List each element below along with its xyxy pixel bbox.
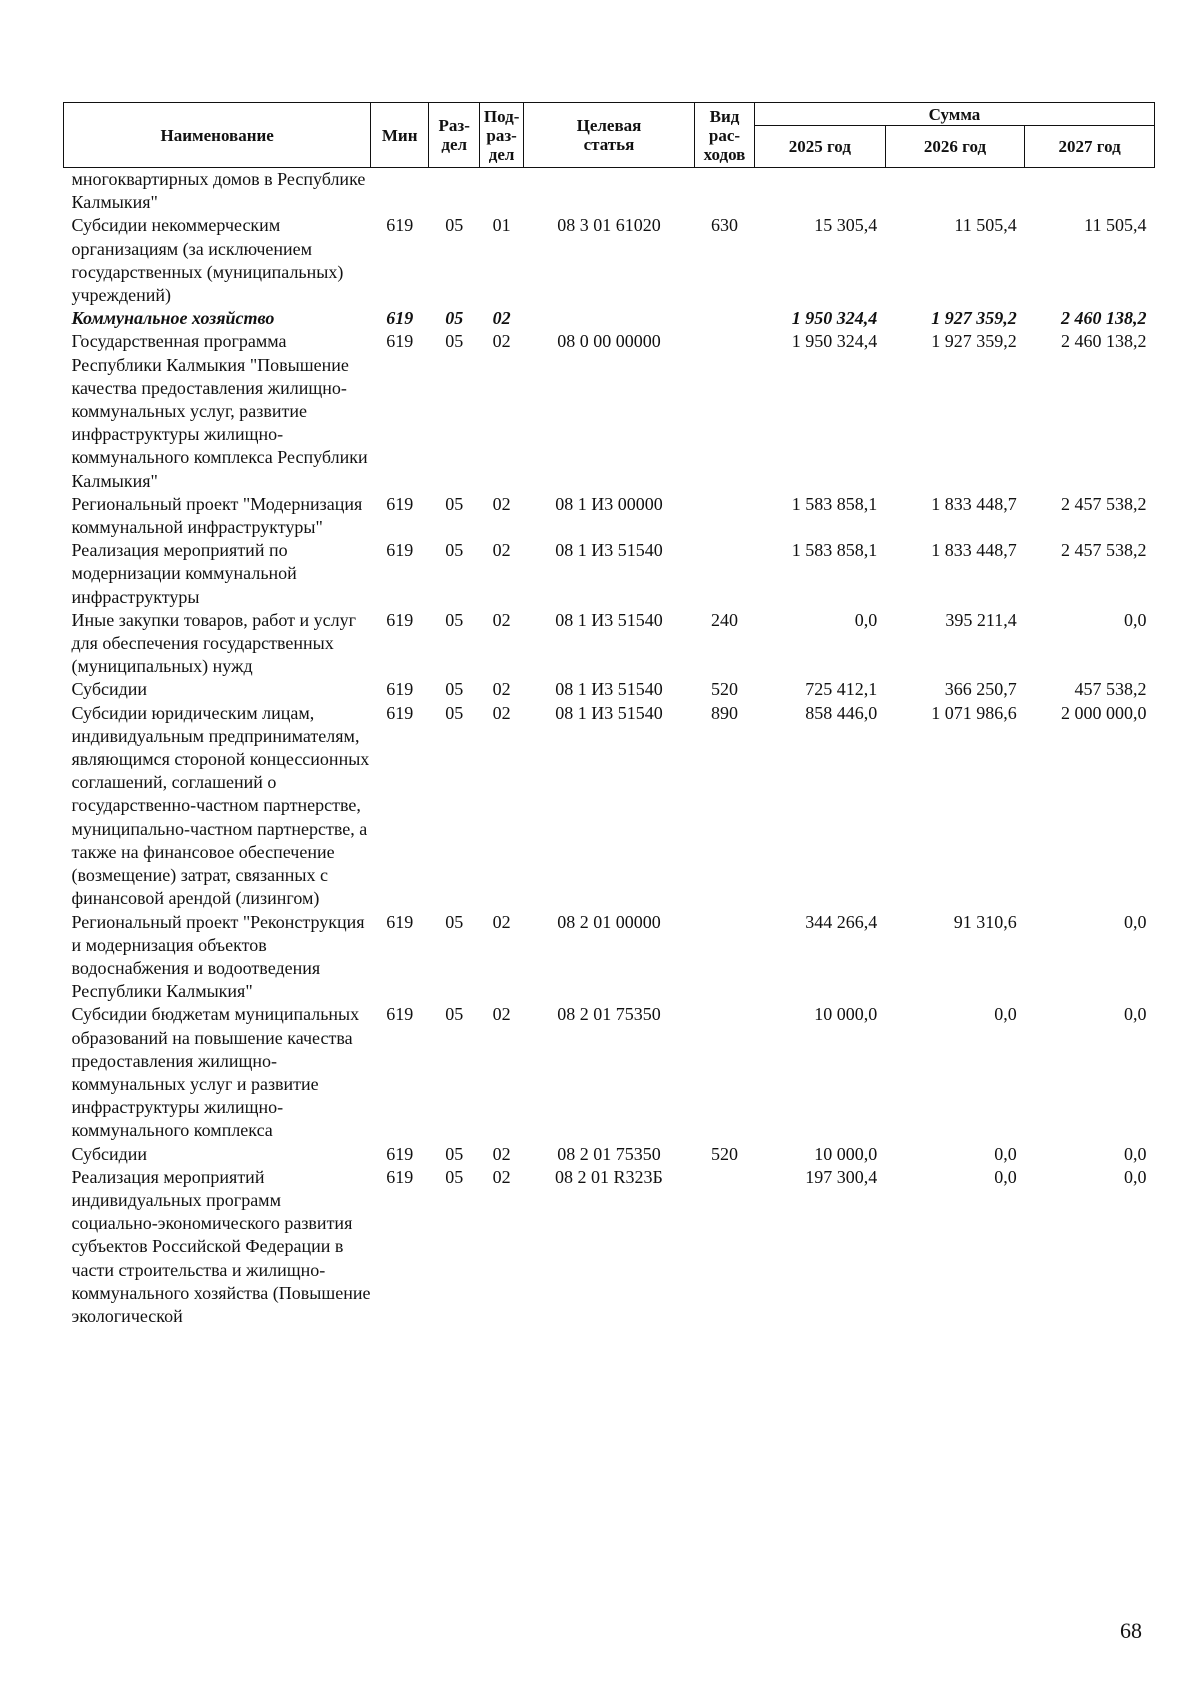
- row-sum-2027: 2 460 138,2: [1061, 331, 1147, 352]
- row-sum-2025: 858 446,0: [805, 702, 878, 723]
- row-sum-2027: 0,0: [1124, 911, 1147, 932]
- row-min: [371, 168, 429, 215]
- row-expense-type: [695, 1003, 755, 1142]
- header-target-article: Целевая статья: [523, 103, 694, 168]
- row-podrazdel: 01: [492, 215, 511, 236]
- row-expense-type: [695, 330, 755, 492]
- row-sum-2027: 2 000 000,0: [1061, 702, 1147, 723]
- row-min: 619: [386, 679, 414, 700]
- header-min: Мин: [371, 103, 429, 168]
- row-min: 619: [386, 215, 414, 236]
- row-sum-2027: [1025, 168, 1155, 215]
- row-min: 619: [386, 1166, 414, 1187]
- page-number: 68: [1120, 1618, 1142, 1643]
- row-name: Субсидии некоммерческим организациям (за исключением государственных (муниципальных) учреждений): [71, 215, 344, 306]
- budget-table: [63, 102, 1155, 1328]
- row-target-article: 08 1 И3 51540: [555, 679, 663, 700]
- row-sum-2026: 11 505,4: [954, 215, 1017, 236]
- row-podrazdel: 02: [492, 308, 511, 329]
- row-expense-type: 520: [710, 1143, 738, 1164]
- row-expense-type: 240: [710, 609, 738, 630]
- row-expense-type: 890: [710, 702, 738, 723]
- row-min: 619: [386, 1143, 414, 1164]
- table-row: [64, 1166, 1155, 1328]
- row-name: Субсидии юридическим лицам, индивидуальным предпринимателям, являющимся стороной концессионных соглашений, соглашений о государственно-частном партнерстве, муниципально-частном партнерстве, а также на финансовое обеспечение (возмещение) затрат, связанных с финансовой арендой (лизингом): [71, 702, 370, 909]
- row-sum-2026: 0,0: [994, 1143, 1017, 1164]
- row-target-article: 08 1 И3 51540: [555, 702, 663, 723]
- row-podrazdel: 02: [492, 679, 511, 700]
- row-sum-2025: 0,0: [854, 609, 878, 630]
- row-podrazdel: 02: [492, 493, 511, 514]
- row-sum-2026: 1 833 448,7: [931, 540, 1017, 561]
- row-sum-2025: 10 000,0: [814, 1004, 878, 1025]
- table-row: [64, 307, 1155, 330]
- row-razdel: 05: [445, 540, 464, 561]
- row-sum-2025: 344 266,4: [805, 911, 878, 932]
- row-name: Коммунальное хозяйство: [71, 308, 275, 329]
- row-name: Региональный проект "Реконструкция и модернизация объектов водоснабжения и водоотведения Республики Калмыкия": [71, 911, 365, 1002]
- row-sum-2027: 0,0: [1124, 1004, 1147, 1025]
- row-expense-type: [695, 493, 755, 539]
- row-sum-2027: 2 460 138,2: [1061, 308, 1147, 329]
- table-row: [64, 493, 1155, 539]
- row-podrazdel: 02: [492, 540, 511, 561]
- row-sum-2025: [754, 168, 885, 215]
- header-year-2025: 2025 год: [754, 126, 885, 168]
- row-expense-type: 520: [710, 679, 738, 700]
- row-min: 619: [386, 702, 414, 723]
- row-podrazdel: 02: [492, 911, 511, 932]
- row-name: Реализация мероприятий индивидуальных программ социально-экономического развития субъектов Российской Федерации в части строительства и жилищно-коммунального хозяйства (Повышение экологической: [71, 1166, 371, 1326]
- row-sum-2027: 2 457 538,2: [1061, 493, 1147, 514]
- row-podrazdel: 02: [492, 1143, 511, 1164]
- row-target-article: 08 2 01 75350: [557, 1004, 661, 1025]
- row-min: 619: [386, 911, 414, 932]
- row-sum-2026: 1 071 986,6: [931, 702, 1017, 723]
- row-name: Субсидии бюджетам муниципальных образований на повышение качества предоставления жилищно-коммунальных услуг и развитие инфраструктуры жилищно-коммунального комплекса: [71, 1004, 360, 1141]
- row-target-article: 08 0 00 00000: [557, 331, 661, 352]
- table-row: [64, 330, 1155, 492]
- row-min: 619: [386, 308, 414, 329]
- header-razdel: Раз- дел: [429, 103, 480, 168]
- row-razdel: 05: [445, 493, 464, 514]
- row-razdel: 05: [445, 702, 464, 723]
- row-sum-2026: 0,0: [994, 1004, 1017, 1025]
- row-podrazdel: [480, 168, 524, 215]
- row-expense-type: [695, 539, 755, 609]
- row-target-article: 08 3 01 61020: [557, 215, 661, 236]
- row-name: Региональный проект "Модернизация коммунальной инфраструктуры": [71, 493, 363, 538]
- row-min: 619: [386, 540, 414, 561]
- row-expense-type: [695, 911, 755, 1004]
- row-expense-type: [695, 168, 755, 215]
- row-name: Иные закупки товаров, работ и услуг для обеспечения государственных (муниципальных) нужд: [71, 609, 356, 677]
- row-sum-2025: 15 305,4: [814, 215, 878, 236]
- row-target-article: [523, 168, 694, 215]
- row-sum-2025: 1 583 858,1: [791, 540, 878, 561]
- row-podrazdel: 02: [492, 1004, 511, 1025]
- table-row: [64, 911, 1155, 1004]
- row-name: многоквартирных домов в Республике Калмыкия": [71, 169, 366, 213]
- row-target-article: [523, 307, 694, 330]
- header-year-2027: 2027 год: [1025, 126, 1155, 168]
- row-sum-2026: 395 211,4: [945, 609, 1017, 630]
- table-row: [64, 168, 1155, 215]
- row-expense-type: [695, 307, 755, 330]
- row-min: 619: [386, 493, 414, 514]
- row-razdel: 05: [445, 911, 464, 932]
- row-razdel: [429, 168, 480, 215]
- row-sum-2025: 1 583 858,1: [791, 493, 878, 514]
- row-target-article: 08 2 01 00000: [557, 911, 661, 932]
- row-target-article: 08 1 И3 51540: [555, 609, 663, 630]
- row-name: Государственная программа Республики Калмыкия "Повышение качества предоставления жилищно-коммунальных услуг, развитие инфраструктуры жилищно-коммунального комплекса Республики Калмыкия": [71, 331, 368, 491]
- row-sum-2025: 197 300,4: [805, 1166, 878, 1187]
- table-row: [64, 214, 1155, 307]
- row-target-article: 08 1 И3 51540: [555, 540, 663, 561]
- header-year-2026: 2026 год: [885, 126, 1025, 168]
- row-podrazdel: 02: [492, 331, 511, 352]
- row-razdel: 05: [445, 331, 464, 352]
- row-min: 619: [386, 609, 414, 630]
- row-razdel: 05: [445, 609, 464, 630]
- row-razdel: 05: [445, 215, 464, 236]
- row-sum-2025: 1 950 324,4: [791, 331, 878, 352]
- budget-table-sheet: [63, 102, 1155, 1328]
- row-razdel: 05: [445, 1143, 464, 1164]
- row-razdel: 05: [445, 1166, 464, 1187]
- row-razdel: 05: [445, 308, 464, 329]
- row-sum-2027: 0,0: [1124, 609, 1147, 630]
- table-row: [64, 609, 1155, 679]
- row-podrazdel: 02: [492, 1166, 511, 1187]
- row-min: 619: [386, 331, 414, 352]
- row-target-article: 08 2 01 R323Б: [555, 1166, 663, 1187]
- header-sum: Сумма: [754, 103, 1154, 126]
- row-sum-2027: 11 505,4: [1084, 215, 1147, 236]
- table-body: [64, 168, 1155, 1329]
- row-sum-2026: 1 927 359,2: [931, 308, 1017, 329]
- row-podrazdel: 02: [492, 609, 511, 630]
- row-sum-2026: 91 310,6: [953, 911, 1017, 932]
- row-name: Субсидии: [71, 1143, 148, 1164]
- table-row: [64, 1003, 1155, 1142]
- row-sum-2026: [885, 168, 1025, 215]
- row-sum-2026: 1 833 448,7: [931, 493, 1017, 514]
- header-name: Наименование: [64, 103, 371, 168]
- row-sum-2025: 10 000,0: [814, 1143, 878, 1164]
- row-sum-2026: 0,0: [994, 1166, 1017, 1187]
- row-sum-2027: 457 538,2: [1074, 679, 1147, 700]
- table-header: [64, 103, 1155, 168]
- row-razdel: 05: [445, 1004, 464, 1025]
- row-expense-type: 630: [710, 215, 738, 236]
- row-sum-2026: 1 927 359,2: [931, 331, 1017, 352]
- table-row: [64, 1143, 1155, 1166]
- row-sum-2027: 0,0: [1124, 1143, 1147, 1164]
- row-target-article: 08 2 01 75350: [557, 1143, 661, 1164]
- header-expense-type: Вид рас- ходов: [695, 103, 755, 168]
- row-sum-2025: 725 412,1: [805, 679, 878, 700]
- row-sum-2026: 366 250,7: [944, 679, 1017, 700]
- row-sum-2027: 0,0: [1124, 1166, 1147, 1187]
- table-row: [64, 539, 1155, 609]
- row-min: 619: [386, 1004, 414, 1025]
- header-podrazdel: Под- раз- дел: [480, 103, 524, 168]
- row-razdel: 05: [445, 679, 464, 700]
- table-row: [64, 702, 1155, 911]
- row-sum-2027: 2 457 538,2: [1061, 540, 1147, 561]
- table-row: [64, 678, 1155, 701]
- row-podrazdel: 02: [492, 702, 511, 723]
- row-expense-type: [695, 1166, 755, 1328]
- row-name: Субсидии: [71, 679, 148, 700]
- row-sum-2025: 1 950 324,4: [791, 308, 878, 329]
- row-name: Реализация мероприятий по модернизации коммунальной инфраструктуры: [71, 540, 297, 607]
- row-target-article: 08 1 И3 00000: [555, 493, 663, 514]
